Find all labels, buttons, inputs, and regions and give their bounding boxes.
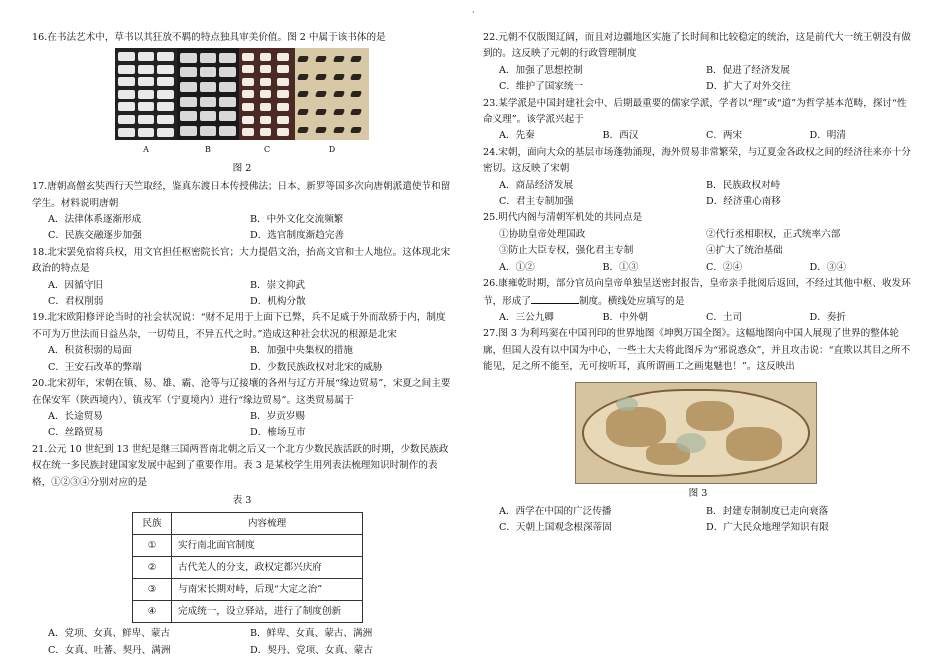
figure-caption: 图 3 (688, 487, 708, 499)
option-d[interactable]: D．奏折 (809, 311, 846, 323)
calligraphy-figure (32, 48, 452, 140)
option-b[interactable]: B．崇文抑武 (250, 279, 306, 291)
table-header: 民族 (133, 513, 172, 535)
calligraphy-sample-c (239, 48, 295, 140)
question-21 (32, 442, 452, 659)
figure-caption: 图 2 (232, 162, 252, 174)
question-26 (483, 276, 913, 326)
option-a[interactable]: A．商品经济发展 (499, 179, 574, 191)
question-23 (483, 96, 913, 145)
option-b[interactable]: B．封建专制制度已走向衰落 (706, 505, 829, 517)
figure-label-d: D (328, 145, 336, 155)
table-cell: ④ (133, 601, 172, 623)
table-header-row (133, 513, 363, 535)
figure-label-c: C (263, 145, 271, 155)
option-d[interactable]: D．机构分散 (250, 296, 306, 308)
figure-label-a: A (143, 145, 149, 155)
option-c[interactable]: C．②④ (706, 261, 743, 273)
table-cell: ① (133, 535, 172, 557)
option-a[interactable]: A．先秦 (499, 130, 535, 142)
answer-blank (531, 293, 579, 304)
figure-labels (32, 142, 452, 158)
option-c[interactable]: C．土司 (706, 311, 743, 323)
option-d[interactable]: D．经济重心南移 (706, 196, 781, 208)
world-map-image (575, 382, 817, 484)
left-column (32, 30, 452, 659)
question-stem-part2: 制度。横线处应填写的是 (578, 295, 685, 307)
option-d[interactable]: D．选官制度渐趋完善 (250, 230, 345, 242)
right-column (483, 30, 913, 537)
question-stem: 25.明代内阁与清朝军机处的共同点是 (483, 212, 643, 224)
calligraphy-sample-a (115, 48, 177, 140)
question-27 (483, 326, 913, 536)
option-d[interactable]: D．契丹、党项、女真、蒙古 (250, 644, 373, 656)
option-d[interactable]: D．榷场互市 (250, 427, 306, 439)
option-b[interactable]: B．民族政权对峙 (706, 179, 781, 191)
question-stem: 24.宋朝，面向大众的基层市场蓬勃涌现，海外贸易非常繁荣，与辽夏金各政权之间的经济往来亦十分密切。这反映了宋朝 (483, 146, 911, 175)
option-a[interactable]: A．三公九卿 (499, 311, 554, 323)
option-d[interactable]: D．明清 (809, 130, 846, 142)
option-a[interactable]: A．①② (499, 261, 535, 273)
option-d[interactable]: D．③④ (809, 261, 846, 273)
option-b[interactable]: B．西汉 (602, 130, 639, 142)
question-22 (483, 30, 913, 96)
table-cell: 完成统一，设立驿站，进行了制度创新 (172, 601, 363, 623)
option-b[interactable]: B．中外朝 (602, 311, 648, 323)
statement-2: ②代行丞相职权，正式统率六部 (706, 228, 841, 240)
option-a[interactable]: A．积贫积弱的局面 (48, 345, 132, 357)
question-stem: 19.北宋欧阳修评论当时的社会状况说：“财不足用于上面下已弊，兵不足威于外而敌骄于内，制度不可为万世法而日益丛杂，一切苟且，不异五代之时。”造成这种社会状况的根源是北宋 (32, 312, 446, 340)
question-stem: 21.公元 10 世纪到 13 世纪是继三国两晋南北朝之后又一个北方少数民族活跃的时期，少数民族政权在统一多民族封建国家发展中起到了重要作用。表 3 是某校学生用列表法梳理知识时制作的表格，①②③④分别对应的是 (32, 443, 449, 488)
question-stem: 22.元朝不仅版图辽阔，而且对边疆地区实施了长时间和比较稳定的统治，这是前代大一统王朝没有做到的。这反映了元朝的行政管理制度 (483, 32, 911, 60)
question-16 (32, 30, 452, 177)
option-c[interactable]: C．君主专制加强 (499, 196, 574, 208)
table-cell: 实行南北面官制度 (172, 535, 363, 557)
table-cell: 古代羌人的分支，政权定都兴庆府 (172, 557, 363, 579)
question-stem: 16.在书法艺术中，草书以其狂放不羁的特点独具审美价值。图 2 中属于该书体的是 (32, 32, 386, 43)
option-b[interactable]: B．①③ (602, 261, 639, 273)
statement-4: ④扩大了统治基础 (706, 245, 783, 257)
table-row (133, 579, 363, 601)
option-a[interactable]: A．加强了思想控制 (499, 64, 583, 76)
calligraphy-sample-b (177, 48, 239, 140)
option-a[interactable]: A．法律体系逐渐形成 (48, 214, 142, 226)
option-b[interactable]: B．加强中央集权的措施 (250, 345, 353, 357)
knowledge-table (132, 512, 363, 623)
question-18 (32, 245, 452, 311)
question-stem: 20.北宋初年，宋朝在镇、易、雄、霸、沧等与辽接壤的各州与辽方开展“缘边贸易”，宋夏之间主要在保安军（陕西境内）、镇戎军（宁夏境内）进行“缘边贸易”。这类贸易属于 (32, 378, 451, 406)
question-stem: 23.某学派是中国封建社会中、后期最重要的儒家学派，学者以“理”或“道”为哲学基本范畴，探讨“性命义理”。该学派兴起于 (483, 97, 907, 126)
table-cell: ② (133, 557, 172, 579)
question-stem: 27.图 3 为利玛窦在中国刊印的世界地图《坤舆万国全图》。这幅地图向中国人展现了世界的整体轮廓，但国人没有以中国为中心，一些士大夫将此图斥为“邪说惑众”，并且攻击说：“直欺以其目之所不能见，足之所不能至，无可按听耳，真所谓画工之画鬼魅也！”。这反映出 (483, 328, 911, 373)
question-stem (483, 276, 913, 310)
option-d[interactable]: D．扩大了对外交往 (706, 81, 791, 93)
option-c[interactable]: C．两宋 (706, 130, 743, 142)
question-17 (32, 179, 452, 245)
table-row (133, 535, 363, 557)
statement-1: ①协助皇帝处理国政 (499, 228, 586, 240)
question-20 (32, 376, 452, 442)
table-cell: ③ (133, 579, 172, 601)
option-c[interactable]: C．女真、吐蕃、契丹、满洲 (48, 644, 171, 656)
question-25 (483, 210, 913, 276)
calligraphy-sample-d (295, 48, 369, 140)
table-caption: 表 3 (232, 494, 252, 506)
header-mark: · (472, 8, 475, 17)
table-cell: 与南宋长期对峙，后现“大定之治” (172, 579, 363, 601)
table-row (133, 557, 363, 579)
option-a[interactable]: A．西学在中国的广泛传播 (499, 505, 612, 517)
option-c[interactable]: C．王安石改革的弊端 (48, 361, 142, 373)
option-c[interactable]: C．天朝上国观念根深蒂固 (499, 522, 612, 534)
option-c[interactable]: C．君权削弱 (48, 296, 104, 308)
option-a[interactable]: A．因循守旧 (48, 279, 103, 291)
question-19 (32, 310, 452, 376)
option-b[interactable]: B．鲜卑、女真、蒙古、满洲 (250, 628, 373, 640)
option-c[interactable]: C．民族交融逐步加强 (48, 230, 142, 242)
option-a[interactable]: A．长途贸易 (48, 410, 103, 422)
table-header: 内容梳理 (172, 513, 363, 535)
option-b[interactable]: B．中外文化交流频繁 (250, 214, 344, 226)
option-d[interactable]: D．广大民众地理学知识有限 (706, 522, 829, 534)
question-24 (483, 145, 913, 211)
statement-3: ③防止大臣专权，强化君主专制 (499, 245, 634, 257)
option-d[interactable]: D．少数民族政权对北宋的威胁 (250, 361, 383, 373)
option-b[interactable]: B．促进了经济发展 (706, 64, 790, 76)
option-c[interactable]: C．丝路贸易 (48, 427, 104, 439)
option-b[interactable]: B．岁贡岁赐 (250, 410, 306, 422)
question-stem: 17.唐朝高僧玄奘西行天竺取经，鉴真东渡日本传授佛法；日本、新罗等国多次向唐朝派遣使节和留学生。材料说明唐朝 (32, 181, 451, 209)
table-row (133, 601, 363, 623)
question-stem: 18.北宋罢免宿将兵权，用文官担任枢密院长官；大力提倡文治，抬高文官和士人地位。这体现北宋政治的特点是 (32, 246, 451, 275)
option-c[interactable]: C．维护了国家统一 (499, 81, 584, 93)
question-stem-part1: 26.康雍乾时期，部分官员向皇帝单独呈送密封报告，皇帝亲手批阅后返回，不经过其他中枢、收发环节，形成了 (483, 278, 911, 307)
figure-label-b: B (205, 145, 211, 155)
option-a[interactable]: A．党项、女真、鲜卑、蒙古 (48, 628, 171, 640)
